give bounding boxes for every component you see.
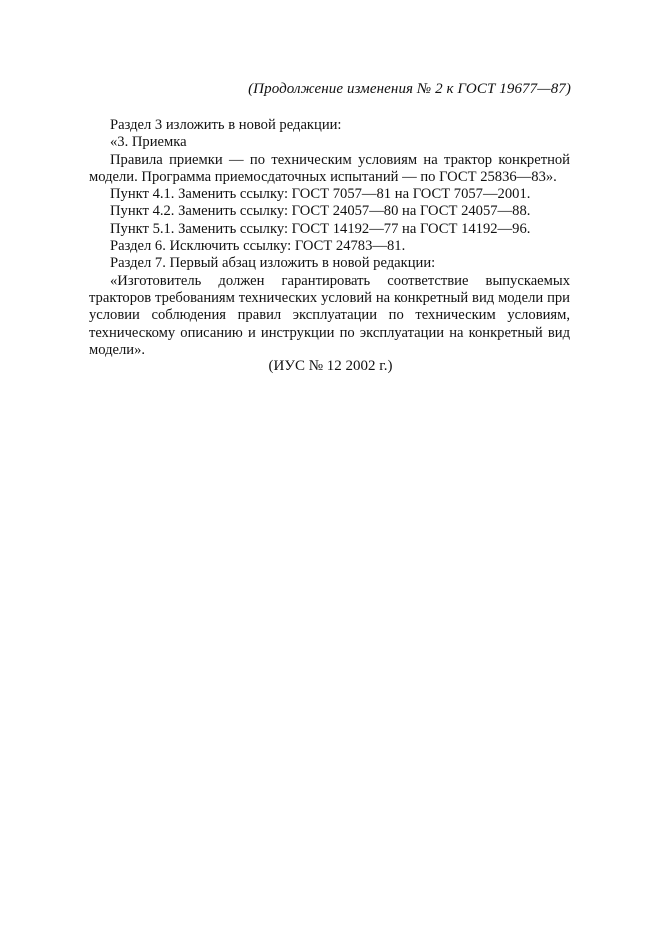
paragraph-section-3: Раздел 3 изложить в новой редакции: <box>110 117 342 133</box>
continuation-header: (Продолжение изменения № 2 к ГОСТ 19677—87) <box>248 81 571 97</box>
paragraph-section-6: Раздел 6. Исключить ссылку: ГОСТ 24783—81. <box>110 238 406 255</box>
paragraph-acceptance-rules: Правила приемки — по техническим условиям на трактор конкретной модели. Программа приемосдаточных испытаний — по ГОСТ 25836—83». <box>89 151 570 185</box>
paragraph-manufacturer-guarantee: «Изготовитель должен гарантировать соответствие выпускаемых тракторов требованиям технических условий на конкретный вид модели при условии соблюдения правил эксплуатации по техническим условиям, техническому описанию и инструкции по эксплуатации на конкретный вид модели». <box>89 272 570 358</box>
source-reference: (ИУС № 12 2002 г.) <box>268 358 393 374</box>
paragraph-acceptance-title: «3. Приемка <box>110 134 187 151</box>
paragraph-item-4-1: Пункт 4.1. Заменить ссылку: ГОСТ 7057—81 на ГОСТ 7057—2001. <box>110 186 531 203</box>
amendment-body <box>89 117 570 359</box>
paragraph-section-7: Раздел 7. Первый абзац изложить в новой редакции: <box>110 255 436 272</box>
paragraph-item-5-1: Пункт 5.1. Заменить ссылку: ГОСТ 14192—77 на ГОСТ 14192—96. <box>110 220 531 237</box>
paragraph-item-4-2: Пункт 4.2. Заменить ссылку: ГОСТ 24057—80 на ГОСТ 24057—88. <box>110 203 531 220</box>
